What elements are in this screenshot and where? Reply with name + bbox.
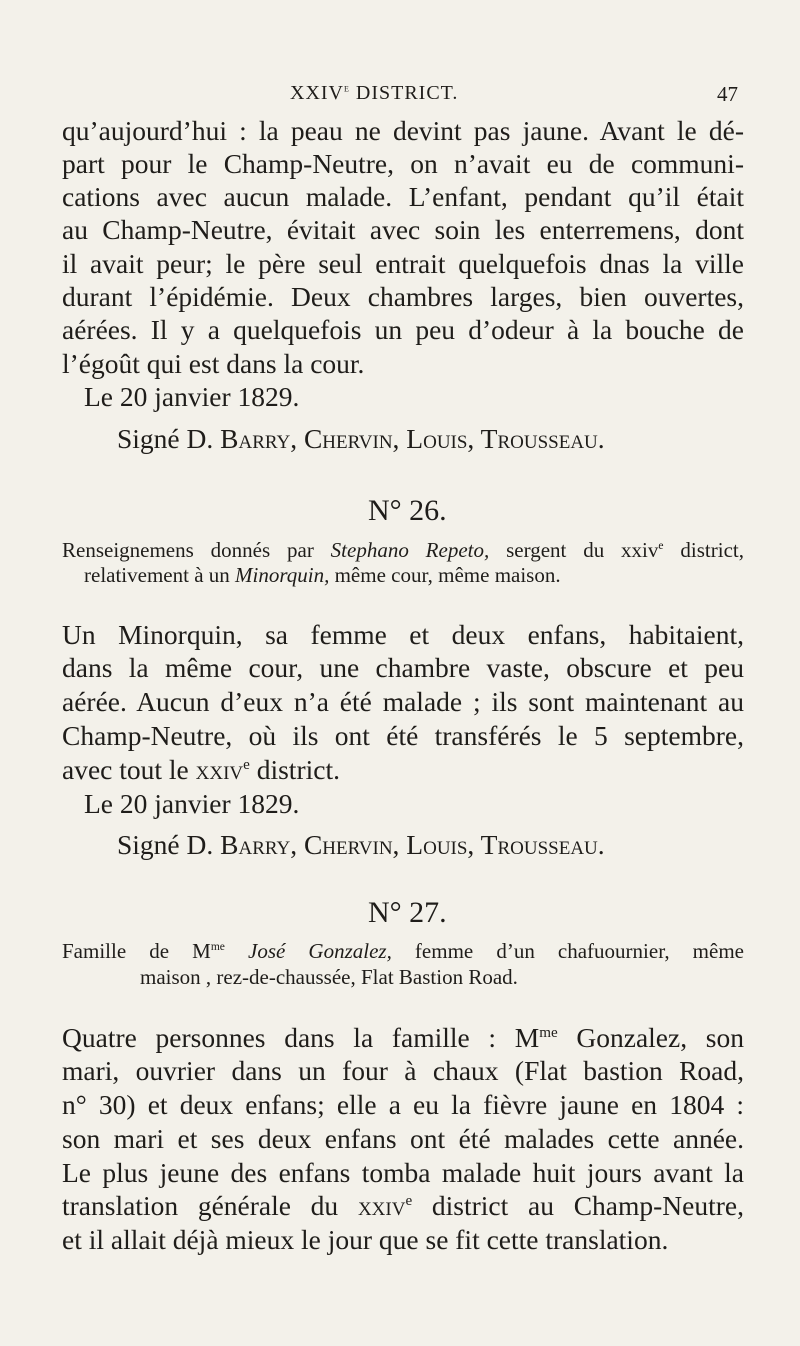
body-line: Champ-Neutre, où ils ont été transférés le 5 septembre,: [62, 720, 744, 751]
body-line: mari, ouvrier dans un four à chaux (Flat bastion Road,: [62, 1055, 744, 1086]
body-line: translation générale du xxiv$^e$ district au Champ-Neutre,: [62, 1190, 744, 1221]
body-line: au Champ-Neutre, évitait avec soin les enterremens, dont: [62, 214, 744, 245]
body-line: part pour le Champ-Neutre, on n’avait eu de communi-: [62, 148, 744, 179]
body-line: aérée. Aucun d’eux n’a été malade ; ils sont maintenant au: [62, 686, 744, 717]
body-line: aérées. Il y a quelquefois un peu d’odeur à la bouche de: [62, 314, 744, 345]
body-line: qu’aujourd’hui : la peau ne devint pas jaune. Avant le dé-: [62, 115, 744, 146]
signature-line: Signé D. Barry, Chervin, Louis, Trousseau.: [117, 829, 605, 860]
signature-line: Signé D. Barry, Chervin, Louis, Trousseau.: [117, 423, 605, 454]
body-line: cations avec aucun malade. L’enfant, pendant qu’il était: [62, 181, 744, 212]
entry-intro-line: relativement à un Minorquin, même cour, même maison.: [84, 563, 561, 587]
body-line: avec tout le xxiv$^e$ district.: [62, 754, 340, 785]
entry-intro-line: Famille de $M^{me}$ José Gonzalez, femme d’un chafuournier, même: [62, 939, 744, 963]
body-line: et il allait déjà mieux le jour que se fit cette translation.: [62, 1224, 669, 1255]
body-line: il avait peur; le père seul entrait quelquefois dnas la ville: [62, 248, 744, 279]
body-line: son mari et ses deux enfans ont été malades cette année.: [62, 1123, 744, 1154]
entry-intro-line: maison , rez-de-chaussée, Flat Bastion Road.: [140, 965, 518, 989]
body-line: dans la même cour, une chambre vaste, obscure et peu: [62, 652, 744, 683]
body-line: Le plus jeune des enfans tomba malade huit jours avant la: [62, 1157, 744, 1188]
entry-heading: N° 27.: [368, 896, 447, 929]
running-title: XXIVe DISTRICT.: [290, 80, 459, 104]
body-line: l’égoût qui est dans la cour.: [62, 348, 365, 379]
date-line: Le 20 janvier 1829.: [84, 788, 300, 819]
body-line: durant l’épidémie. Deux chambres larges, bien ouvertes,: [62, 281, 744, 312]
page-header: [0, 82, 800, 112]
body-line: n° 30) et deux enfans; elle a eu la fièvre jaune en 1804 :: [62, 1089, 744, 1120]
date-line: Le 20 janvier 1829.: [84, 381, 300, 412]
body-line: Un Minorquin, sa femme et deux enfans, habitaient,: [62, 619, 744, 650]
entry-intro-line: Renseignemens donnés par Stephano Repeto, sergent du xxiv$^e$ district,: [62, 538, 744, 562]
page-number: 47: [717, 82, 738, 106]
entry-heading: N° 26.: [368, 494, 447, 527]
body-line: Quatre personnes dans la famille : $M^{me}$ Gonzalez, son: [62, 1022, 744, 1053]
